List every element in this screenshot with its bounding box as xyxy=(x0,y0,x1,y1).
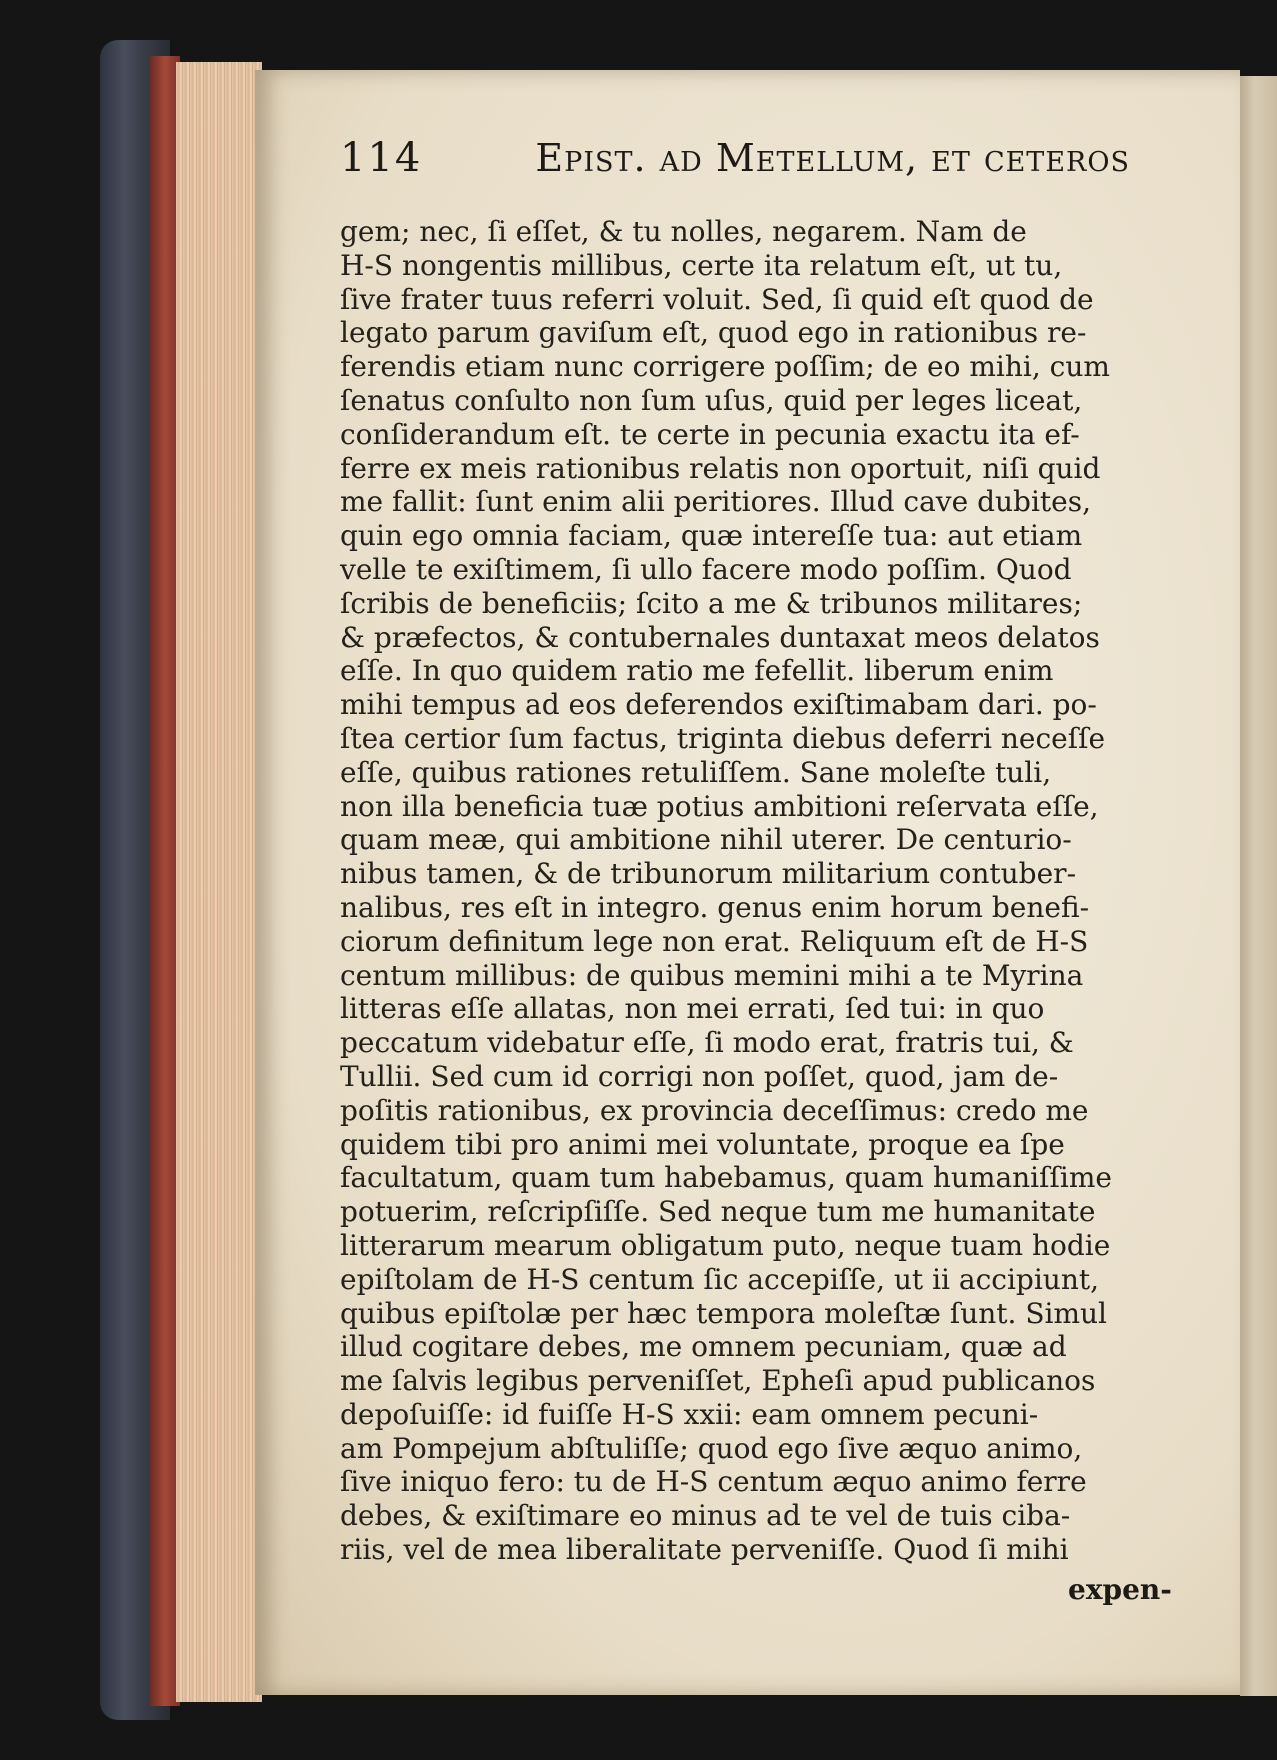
text-line: ſcribis de beneficiis; ſcito a me & tribunos militares; xyxy=(340,586,1083,620)
text-line: Tullii. Sed cum id corrigi non poſſet, quod, jam de- xyxy=(340,1059,1059,1093)
text-line: am Pompejum abſtuliſſe; quod ego ſive æquo animo, xyxy=(340,1431,1083,1465)
text-line: ſenatus conſulto non ſum uſus, quid per leges liceat, xyxy=(340,383,1083,417)
text-line: me fallit: ſunt enim alii peritiores. Illud cave dubites, xyxy=(340,485,1092,519)
text-line: facultatum, quam tum habebamus, quam humaniſſime xyxy=(340,1161,1112,1195)
text-line: quidem tibi pro animi mei voluntate, proque ea ſpe xyxy=(340,1127,1065,1161)
text-line: riis, vel de mea liberalitate perveniſſe. Quod ſi mihi xyxy=(340,1533,1069,1567)
text-line: quibus epiſtolæ per hæc tempora moleſtæ ſunt. Simul xyxy=(340,1296,1108,1330)
text-line: ſtea certior ſum factus, triginta diebus deferri neceſſe xyxy=(340,721,1106,755)
text-line: ſive iniquo fero: tu de H-S centum æquo animo ferre xyxy=(340,1465,1087,1499)
text-line: ciorum definitum lege non erat. Reliquum eſt de H-S xyxy=(340,924,1089,958)
text-line: mihi tempus ad eos deferendos exiſtimabam dari. po- xyxy=(340,688,1097,722)
text-line: legato parum gaviſum eſt, quod ego in rationibus re- xyxy=(340,316,1087,350)
body-text xyxy=(340,215,1170,1567)
text-line: ſive frater tuus referri voluit. Sed, ſi quid eſt quod de xyxy=(340,282,1094,316)
catchword: expen- xyxy=(1068,1573,1172,1606)
text-line: ferendis etiam nunc corrigere poſſim; de eo mihi, cum xyxy=(340,350,1110,384)
text-line: gem; nec, ſi eſſet, & tu nolles, negarem. Nam de xyxy=(340,215,1027,248)
text-line: nibus tamen, & de tribunorum militarium contuber- xyxy=(340,857,1077,891)
text-line: litterarum mearum obligatum puto, neque tuam hodie xyxy=(340,1228,1111,1262)
text-line: me ſalvis legibus perveniſſet, Epheſi apud publicanos xyxy=(340,1364,1096,1398)
text-line: nalibus, res eſt in integro. genus enim horum benefi- xyxy=(340,890,1090,924)
page-edges xyxy=(176,62,262,1702)
text-line: debes, & exiſtimare eo minus ad te vel de tuis ciba- xyxy=(340,1499,1071,1533)
page-header xyxy=(340,135,1130,195)
text-line: non illa beneficia tuæ potius ambitioni reſervata eſſe, xyxy=(340,789,1099,823)
text-line: & præfectos, & contubernales duntaxat meos delatos xyxy=(340,620,1100,654)
text-line: velle te exiſtimem, ſi ullo facere modo poſſim. Quod xyxy=(340,552,1072,586)
text-line: quam meæ, qui ambitione nihil uterer. De centurio- xyxy=(340,823,1072,857)
page-number: 114 xyxy=(340,135,423,181)
text-line: eſſe. In quo quidem ratio me fefellit. liberum enim xyxy=(340,654,1054,688)
text-line: H-S nongentis millibus, certe ita relatum eſt, ut tu, xyxy=(340,248,1063,282)
text-line: potuerim, reſcripſiſſe. Sed neque tum me humanitate xyxy=(340,1195,1096,1229)
text-line: conſiderandum eſt. te certe in pecunia exactu ita ef- xyxy=(340,417,1080,451)
running-head: Epist. ad Metellum, et ceteros xyxy=(535,136,1130,180)
text-line: illud cogitare debes, me omnem pecuniam, quæ ad xyxy=(340,1330,1067,1364)
facing-page-edge xyxy=(1240,76,1277,1696)
text-line: depoſuiſſe: id fuiſſe H-S xxii: eam omnem pecuni- xyxy=(340,1397,1039,1431)
text-line: centum millibus: de quibus memini mihi a te Myrina xyxy=(340,958,1084,992)
text-line: litteras eſſe allatas, non mei errati, ſed tui: in quo xyxy=(340,992,1045,1026)
text-line: quin ego omnia faciam, quæ intereſſe tua: aut etiam xyxy=(340,519,1083,553)
text-line: eſſe, quibus rationes retuliſſem. Sane moleſte tuli, xyxy=(340,755,1052,789)
text-line: peccatum videbatur eſſe, ſi modo erat, fratris tui, & xyxy=(340,1026,1074,1060)
text-line: epiſtolam de H-S centum ſic accepiſſe, ut ii accipiunt, xyxy=(340,1262,1100,1296)
text-line: ferre ex meis rationibus relatis non oportuit, niſi quid xyxy=(340,451,1101,485)
text-line: poſitis rationibus, ex provincia deceſſimus: credo me xyxy=(340,1093,1089,1127)
